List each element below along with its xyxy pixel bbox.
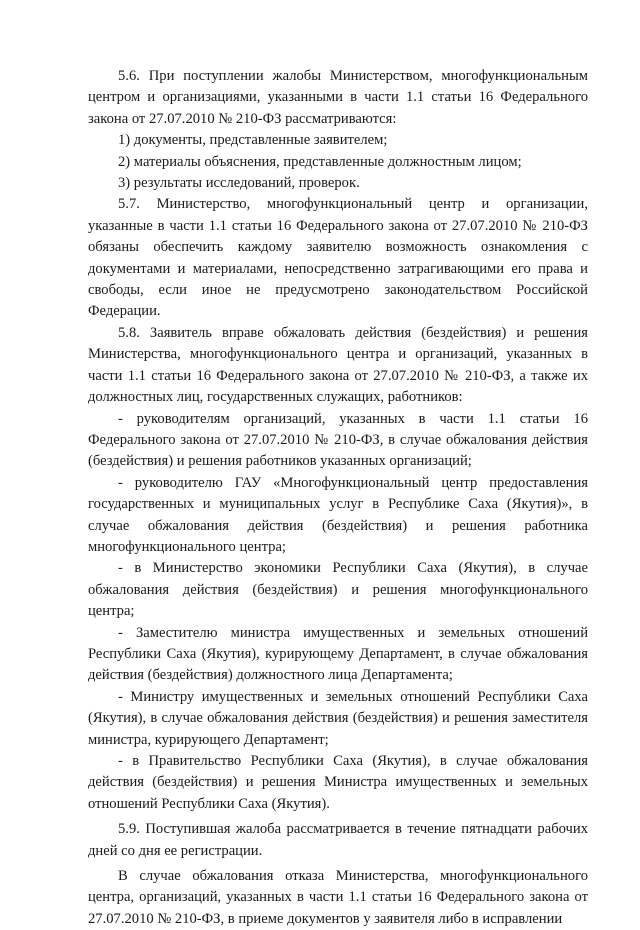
document-body xyxy=(88,66,588,930)
list-item-materials: 2) материалы объяснения, представленные должностным лицом; xyxy=(118,153,522,170)
list-item-documents: 1) документы, представленные заявителем; xyxy=(118,132,388,149)
paragraph-5-8: 5.8. Заявитель вправе обжаловать действия (бездействия) и решения Министерства, многофункционального центра и организаций, указанных в части 1.1 статьи 16 Федерального закона от 27.07.2010 № 210-ФЗ, а также их должностных лиц, государственных служащих, работников: xyxy=(88,324,588,406)
list-item-results: 3) результаты исследований, проверок. xyxy=(118,175,360,192)
appeal-item-organizations: - руководителям организаций, указанных в части 1.1 статьи 16 Федерального закона от 27.07.2010 № 210-ФЗ, в случае обжалования действия (бездействия) и решения работников указанных организаций; xyxy=(88,410,588,470)
appeal-item-minister: - Министру имущественных и земельных отношений Республики Саха (Якутия), в случае обжалования действия (бездействия) и решения заместителя министра, курирующего Департамент; xyxy=(88,688,588,748)
paragraph-5-6: 5.6. При поступлении жалобы Министерством, многофункциональным центром и организациями, указанными в части 1.1 статьи 16 Федерального закона от 27.07.2010 № 210-ФЗ рассматриваются: xyxy=(88,68,588,127)
paragraph-5-7: 5.7. Министерство, многофункциональный центр и организации, указанные в части 1.1 статьи 16 Федерального закона от 27.07.2010 № 210-ФЗ обязаны обеспечить каждому заявителю возможность ознакомления с документами и материалами, непосредственно затрагивающими его права и свободы, если иное не предусмотрено законодательством Российской Федерации. xyxy=(88,196,588,320)
appeal-item-mfc-head: - руководителю ГАУ «Многофункциональный центр предоставления государственных и муниципальных услуг в Республике Саха (Якутия)», в случае обжалования действия (бездействия) и решения работника многофункционального центра; xyxy=(88,474,588,555)
paragraph-5-9: 5.9. Поступившая жалоба рассматривается в течение пятнадцати рабочих дней со дня ее регистрации. xyxy=(88,821,588,859)
appeal-item-government: - в Правительство Республики Саха (Якутия), в случае обжалования действия (бездействия) и решения Министра имущественных и земельных отношений Республики Саха (Якутия). xyxy=(88,753,588,812)
appeal-item-economy-ministry: - в Министерство экономики Республики Саха (Якутия), в случае обжалования действия (бездействия) и решения многофункционального центра; xyxy=(88,560,588,620)
paragraph-refusal-appeal: В случае обжалования отказа Министерства, многофункционального центра, организаций, указанных в части 1.1 статьи 16 Федерального закона от 27.07.2010 № 210-ФЗ, в приеме документов у заявителя либо в исправлении xyxy=(88,868,588,927)
appeal-item-deputy-minister: - Заместителю министра имущественных и земельных отношений Республики Саха (Якутия), курирующему Департамент, в случае обжалования действия (бездействия) должностного лица Департамента; xyxy=(88,624,588,684)
